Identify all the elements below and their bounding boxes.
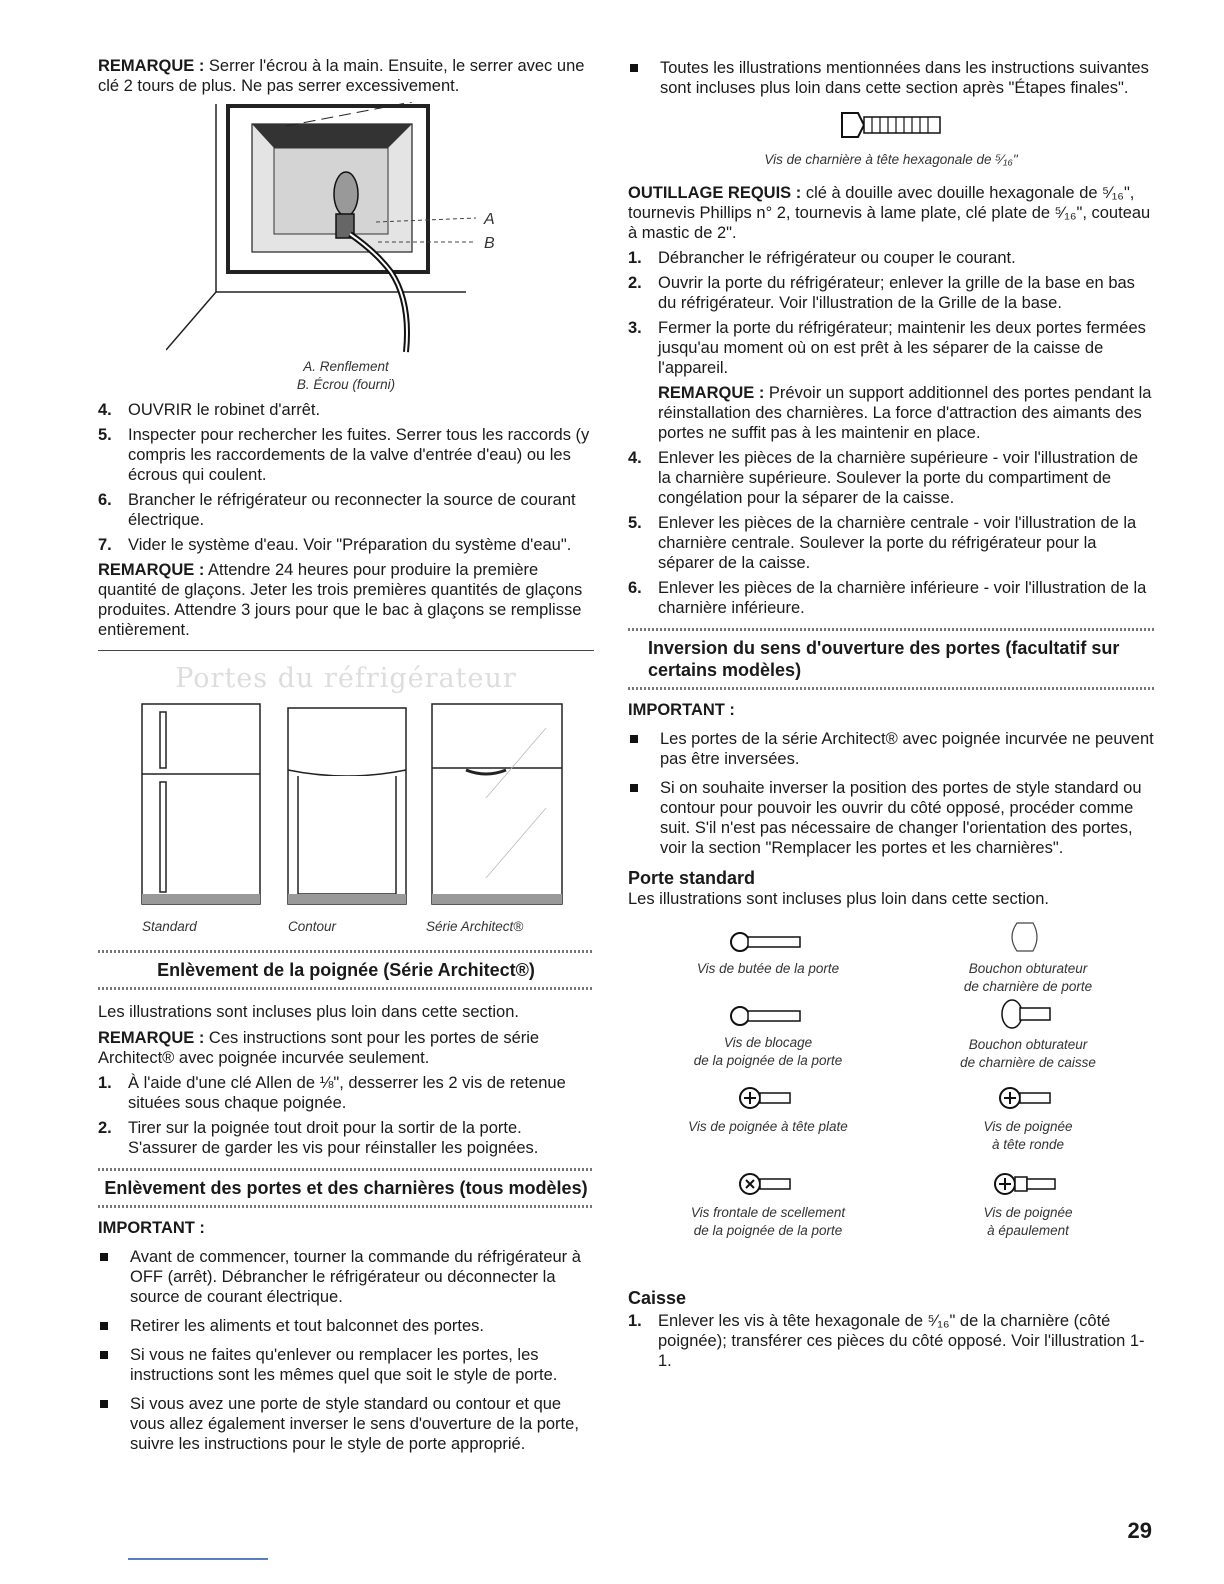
list-item: 4. OUVRIR le robinet d'arrêt. bbox=[98, 401, 321, 419]
list-item: 6. Brancher le réfrigérateur ou reconnecter la source de courant électrique. bbox=[98, 491, 576, 529]
note-ice: REMARQUE : Attendre 24 heures pour produire la première quantité de glaçons. Jeter les trois premières quantités de glaçons produites. Attendre 3 jours pour que le bac à glaçons se remplisse entièrement. bbox=[98, 561, 583, 639]
caption-b: B. Écrou (fourni) bbox=[296, 377, 396, 392]
screw-icon bbox=[728, 929, 808, 955]
list-item: 3. Fermer la porte du réfrigérateur; maintenir les deux portes fermées jusqu'au moment où on est prêt à les séparer de la caisse de l'appareil. bbox=[628, 319, 1146, 377]
note-tighten: REMARQUE : Serrer l'écrou à la main. Ensuite, le serrer avec une clé 2 tours de plus. Ne pas serrer excessivement. bbox=[98, 57, 585, 95]
list-item: Les portes de la série Architect® avec poignée incurvée ne peuvent pas être inversées. bbox=[628, 729, 1154, 769]
important-label: IMPORTANT : bbox=[98, 1219, 205, 1237]
fridge-styles-figure bbox=[126, 698, 566, 914]
caption-standard: Standard bbox=[142, 919, 197, 934]
phillips-screw-icon bbox=[998, 1083, 1058, 1113]
list-item: 5. Inspecter pour rechercher les fuites. Serrer tous les raccords (y compris les raccordements de la valve d'entrée d'eau) ou les écrous qui coulent. bbox=[98, 426, 590, 484]
list-item: 1. Débrancher le réfrigérateur ou couper le courant. bbox=[628, 249, 1016, 267]
list-item: 1. Enlever les vis à tête hexagonale de ⁵⁄₁₆" de la charnière (côté poignée); transférer ces pièces du côté opposé. Voir l'illustration 1-1. bbox=[628, 1312, 1145, 1370]
list-item: 6. Enlever les pièces de la charnière inférieure - voir l'illustration de la charnière inférieure. bbox=[628, 579, 1147, 617]
phillips-screw-icon bbox=[738, 1169, 798, 1199]
part-round-head-screw: Vis de poignée à tête ronde bbox=[908, 1083, 1148, 1154]
part-front-seal-screw: Vis frontale de scellement de la poignée de la porte bbox=[648, 1169, 888, 1240]
list-item: Avant de commencer, tourner la commande du réfrigérateur à OFF (arrêt). Débrancher le réfrigérateur ou déconnecter la source de courant électrique. bbox=[98, 1247, 594, 1307]
caption-contour: Contour bbox=[288, 919, 337, 934]
caption-architect: Série Architect® bbox=[426, 919, 524, 934]
tools-required: OUTILLAGE REQUIS : clé à douille avec douille hexagonale de ⁵⁄₁₆", tournevis Phillips n° 2, tournevis à lame plate, clé plate de ⁵⁄₁₆", couteau à mastic de 2". bbox=[628, 184, 1151, 242]
note-support: REMARQUE : Prévoir un support additionnel des portes pendant la réinstallation des charnières. La force d'attraction des aimants des portes ne suffit pas à les maintenir en place. bbox=[658, 384, 1152, 442]
label-a: A bbox=[484, 211, 495, 228]
list-item: 5. Enlever les pièces de la charnière centrale - voir l'illustration de la charnière centrale. Soulever la porte du réfrigérateur pour la séparer de la caisse. bbox=[628, 514, 1137, 572]
caption-a: A. Renflement bbox=[303, 359, 389, 374]
handle-intro: Les illustrations sont incluses plus loin dans cette section. bbox=[98, 1003, 519, 1021]
hex-hinge-screw-icon bbox=[836, 107, 946, 143]
list-item: Retirer les aliments et tout balconnet des portes. bbox=[98, 1316, 594, 1336]
part-handle-lock-screw: Vis de blocage de la poignée de la porte bbox=[648, 1003, 888, 1070]
list-item: 4. Enlever les pièces de la charnière supérieure - voir l'illustration de la charnière supérieure. Soulever la porte du compartiment de congélation pour la séparer de la caisse. bbox=[628, 449, 1139, 507]
standard-door-heading: Porte standard bbox=[628, 868, 756, 888]
standard-intro: Les illustrations sont incluses plus loin dans cette section. bbox=[628, 890, 1049, 908]
part-flat-head-screw: Vis de poignée à tête plate bbox=[648, 1083, 888, 1136]
list-item: Si vous avez une porte de style standard ou contour et que vous allez également inverser le sens d'ouverture de la porte, suivre les instructions pour le style de porte approprié. bbox=[98, 1394, 594, 1454]
label-b: B bbox=[484, 235, 495, 252]
handle-removal-heading: Enlèvement de la poignée (Série Architect®) bbox=[157, 960, 535, 980]
list-item: 7. Vider le système d'eau. Voir "Préparation du système d'eau". bbox=[98, 536, 572, 554]
part-shoulder-screw: Vis de poignée à épaulement bbox=[908, 1169, 1148, 1240]
left-column bbox=[98, 56, 594, 1463]
part-cabinet-hinge-plug: Bouchon obturateur de charnière de caisse bbox=[908, 997, 1148, 1072]
hinge-screw-caption: Vis de charnière à tête hexagonale de ⁵⁄₁₆" bbox=[764, 152, 1018, 167]
important-label-right: IMPORTANT : bbox=[628, 701, 735, 719]
part-door-stop-screw: Vis de butée de la porte bbox=[648, 929, 888, 978]
list-item: 2. Ouvrir la porte du réfrigérateur; enlever la grille de la base en bas du réfrigérateur. Voir l'illustration de la Grille de la base. bbox=[628, 274, 1135, 312]
page-number: 29 bbox=[1127, 1518, 1152, 1543]
screw-icon bbox=[728, 1003, 808, 1029]
note-architect: REMARQUE : Ces instructions sont pour les portes de série Architect® avec poignée incurvée seulement. bbox=[98, 1029, 540, 1067]
cabinet-heading: Caisse bbox=[628, 1288, 687, 1308]
reverse-doors-heading: Inversion du sens d'ouverture des portes (facultatif sur certains modèles) bbox=[648, 638, 1120, 680]
water-valve-figure bbox=[166, 102, 526, 354]
section-title: Portes du réfrigérateur bbox=[175, 663, 517, 694]
plug-icon bbox=[1003, 919, 1053, 955]
list-item: 2. Tirer sur la poignée tout droit pour la sortir de la porte. S'assurer de garder les vis pour réinstaller les poignées. bbox=[98, 1119, 539, 1157]
list-item: 1. À l'aide d'une clé Allen de ⅛", desserrer les 2 vis de retenue situées sous chaque poignée. bbox=[98, 1074, 566, 1112]
right-column bbox=[628, 56, 1154, 1376]
plug-icon bbox=[998, 997, 1058, 1031]
parts-grid bbox=[628, 919, 1154, 1279]
phillips-screw-icon bbox=[738, 1083, 798, 1113]
phillips-screw-icon bbox=[993, 1169, 1063, 1199]
list-item: Si vous ne faites qu'enlever ou remplacer les portes, les instructions sont les mêmes quel que soit le style de porte. bbox=[98, 1345, 594, 1385]
part-door-hinge-plug: Bouchon obturateur de charnière de porte bbox=[908, 919, 1148, 996]
doors-removal-heading: Enlèvement des portes et des charnières (tous modèles) bbox=[104, 1178, 588, 1198]
list-item: Toutes les illustrations mentionnées dans les instructions suivantes sont incluses plus loin dans cette section après "Étapes finales". bbox=[628, 58, 1154, 98]
list-item: Si on souhaite inverser la position des portes de style standard ou contour pour pouvoir les ouvrir du côté opposé, procéder comme suit. S'il n'est pas nécessaire de changer l'orientation des portes, voir la section "Remplacer les portes et les charnières". bbox=[628, 778, 1154, 858]
